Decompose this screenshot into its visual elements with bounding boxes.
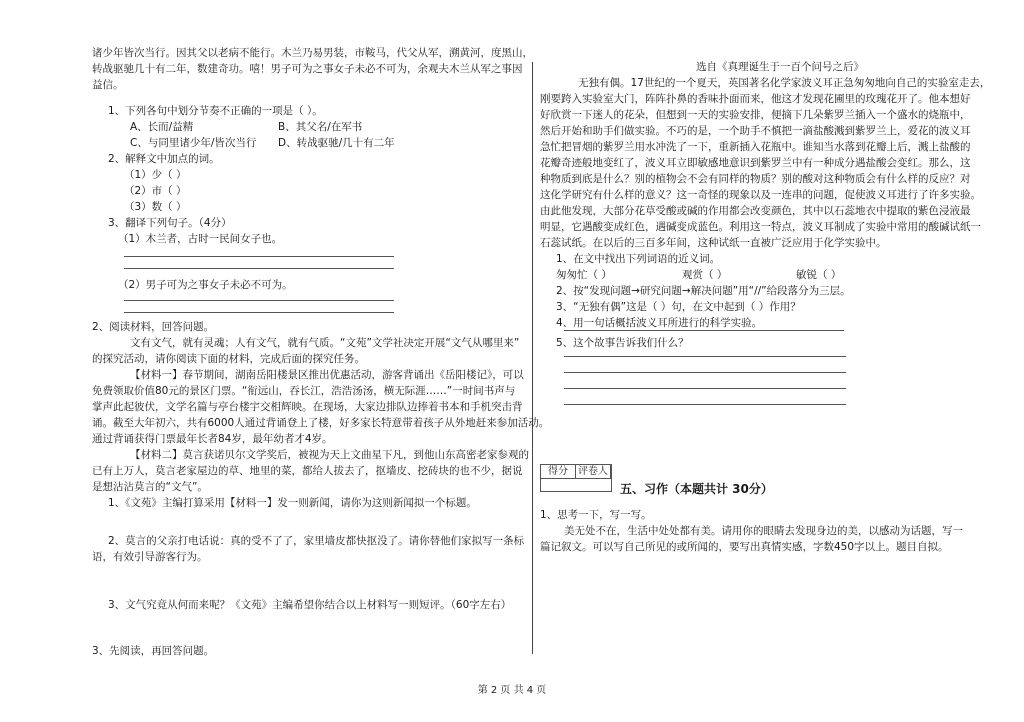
answer-line bbox=[124, 312, 394, 313]
question-1: 1、在文中找出下列词语的近义词。 bbox=[556, 253, 721, 265]
text-line: 由此他发现，大部分花草受酸或碱的作用都会改变颜色，其中以石蕊地衣中提取的紫色浸液最 bbox=[540, 205, 971, 217]
sub-question-1: 1、《文苑》主编打算采用【材料一】发一则新闻，请你为这则新闻拟一个标题。 bbox=[108, 497, 477, 509]
material-1: 【材料一】春节期间，湖南岳阳楼景区推出优惠活动，游客背诵出《岳阳楼记》，可以 bbox=[130, 369, 524, 381]
answer-line bbox=[564, 404, 846, 405]
sub-question-3: 3、文气究竟从何而来呢？《文苑》主编希望你结合以上材料写一则短评。（60字左右） bbox=[108, 599, 512, 611]
answer-line bbox=[564, 330, 844, 331]
text-line: 篇记叙文。可以写自己所见的或所闻的，要写出真情实感，字数450字以上。题目自拟。 bbox=[540, 541, 949, 553]
sentence-1: （1）木兰者，古时一民间女子也。 bbox=[118, 233, 283, 245]
text-line: 无独有偶。17世纪的一个夏天，英国著名化学家波义耳正急匆匆地向自己的实验室走去， bbox=[578, 77, 991, 89]
text-line: 好欣赏一下迷人的花朵，但想到一天的实验安排，便摘下几朵紫罗兰插入一个盛水的烧瓶中， bbox=[540, 109, 971, 121]
text-line: 转战驱驰几十有二年，数建奇功。嘻！男子可为之事女子未必不可为，余观夫木兰从军之事因 bbox=[92, 63, 523, 75]
text-line: 种物质到底是什么？别的植物会不会有同样的物质？别的酸对这种物质会有什么样的反应？对 bbox=[540, 173, 971, 185]
section-2-heading: 2、阅读材料，回答问题。 bbox=[92, 321, 215, 333]
text-line: 花瓣奇迹般地变红了，波义耳立即敏感地意识到紫罗兰中有一种成分遇盐酸会变红。那么，这 bbox=[540, 157, 971, 169]
grader-label: 评卷人 bbox=[576, 465, 611, 478]
question-2: 2、按“发现问题→研究问题→解决问题”用“//”给段落分为三层。 bbox=[556, 285, 851, 297]
text-line: 掌声此起彼伏，文学名篇与亭台楼宇交相辉映。在现场，大家边排队边捧着书本和手机突击背 bbox=[92, 401, 523, 413]
question-4: 4、用一句话概括波义耳所进行的科学实验。 bbox=[556, 317, 763, 329]
synonym-2: 观赏（ ） bbox=[682, 269, 728, 281]
text-line: 语，有效引导游客行为。 bbox=[92, 551, 208, 563]
option-c: C、与同里诸少年/皆次当行 bbox=[130, 137, 257, 149]
text-line: 刚要跨入实验室大门，阵阵扑鼻的香味扑面而来，他这才发现花圃里的玫瑰花开了。他本想好 bbox=[540, 93, 971, 105]
answer-line bbox=[124, 300, 394, 301]
text-line: 然后开始和助手们做实验。不巧的是，一个助手不慎把一滴盐酸溅到紫罗兰上，爱花的波义耳 bbox=[540, 125, 971, 137]
answer-line bbox=[564, 388, 846, 389]
question-5: 5、这个故事告诉我们什么？ bbox=[556, 337, 689, 349]
section-title: 五、习作（本题共计 30分） bbox=[620, 482, 773, 496]
text-line: 美无处不在，生活中处处都有美。请用你的眼睛去发现身边的美，以感动为话题，写一 bbox=[564, 525, 963, 537]
text-line: 急忙把冒烟的紫罗兰用水冲洗了一下，重新插入花瓶中。谁知当水落到花瓣上后，溅上盐酸的 bbox=[540, 141, 971, 153]
answer-line bbox=[564, 372, 846, 373]
column-divider bbox=[532, 62, 533, 654]
answer-line bbox=[124, 256, 394, 257]
text-line: 是想沾沾莫言的“文气”。 bbox=[92, 481, 208, 493]
synonym-1: 匆匆忙（ ） bbox=[556, 269, 612, 281]
option-d: D、转战驱驰/几十有二年 bbox=[278, 137, 395, 149]
text-line: 免费领取价值80元的景区门票。“衔远山，吞长江，浩浩汤汤，横无际涯……”一时间书声与 bbox=[92, 385, 516, 397]
question-3: 3、翻译下列句子。（4分） bbox=[108, 217, 232, 229]
question-3: 3、“无独有偶”这是（ ）句，在文中起到（ ）作用？ bbox=[556, 301, 801, 313]
question-2: 2、解释文中加点的词。 bbox=[108, 153, 220, 165]
source-line: 选自《真理诞生于一百个问号之后》 bbox=[696, 61, 864, 73]
material-2: 【材料二】莫言获诺贝尔文学奖后，被视为天上文曲星下凡，到他山东高密老家参观的 bbox=[130, 449, 529, 461]
text-line: 诵。截至大年初六，共有6000人通过背诵登上了楼，好多家长特意带着孩子从外地赶来参加活动。 bbox=[92, 417, 550, 429]
synonym-3: 敏锐（ ） bbox=[796, 269, 842, 281]
word-3: （3）数（ ） bbox=[124, 201, 187, 213]
text-line: 明显，它遇酸变成红色，遇碱变成蓝色。利用这一特点，波义耳制成了实验中常用的酸碱试纸一 bbox=[540, 221, 981, 233]
sentence-2: （2）男子可为之事女子未必不可为。 bbox=[118, 279, 293, 291]
sub-question-2: 2、莫言的父亲打电话说：真的受不了了，家里墙皮都快抠没了。请你替他们家拟写一条标 bbox=[108, 535, 525, 547]
question-1: 1、下列各句中划分节奏不正确的一项是（ ）。 bbox=[108, 105, 323, 117]
section-3-heading: 3、先阅读，再回答问题。 bbox=[92, 645, 215, 657]
word-2: （2）市（ ） bbox=[124, 185, 187, 197]
page-number: 第 2 页 共 4 页 bbox=[477, 685, 547, 696]
option-a: A、长而/益精 bbox=[130, 121, 194, 133]
text-line: 的探究活动，请你阅读下面的材料，完成后面的探究任务。 bbox=[92, 353, 365, 365]
text-line: 诸少年皆次当行。因其父以老病不能行。木兰乃易男装，市鞍马，代父从军，溯黄河，度黑山， bbox=[92, 47, 533, 59]
composition-question: 1、思考一下，写一写。 bbox=[540, 509, 652, 521]
score-label: 得分 bbox=[541, 465, 576, 478]
option-b: B、其父名/在军书 bbox=[278, 121, 363, 133]
answer-line bbox=[124, 268, 394, 269]
answer-line bbox=[564, 356, 846, 357]
score-box bbox=[540, 464, 612, 492]
text-line: 已有上万人，莫言老家屋边的草、地里的菜，都给人拔去了，抠墙皮、挖砖块的也不少，据说 bbox=[92, 465, 523, 477]
text-line: 通过背诵获得门票最年长者84岁，最年幼者才4岁。 bbox=[92, 433, 333, 445]
word-1: （1）少（ ） bbox=[124, 169, 187, 181]
score-box-divider bbox=[541, 478, 611, 479]
text-line: 这化学研究有什么样的意义？这一奇怪的现象以及一连串的问题，促使波义耳进行了许多实验。 bbox=[540, 189, 981, 201]
text-line: 石蕊试纸。在以后的三百多年间，这种试纸一直被广泛应用于化学实验中。 bbox=[540, 237, 887, 249]
text-line: 文有文气，就有灵魂；人有文气，就有气质。“文苑”文学社决定开展“文气从哪里来” bbox=[130, 337, 520, 349]
text-line: 益信。 bbox=[92, 79, 124, 91]
